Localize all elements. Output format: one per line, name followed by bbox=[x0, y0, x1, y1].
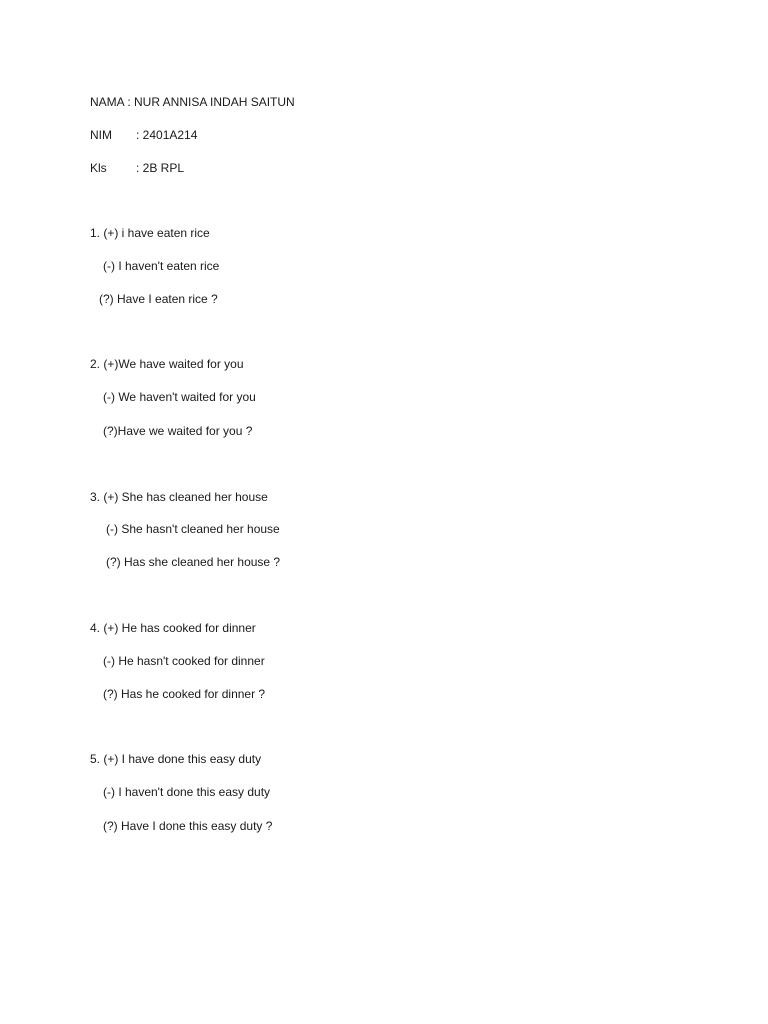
item-3-positive: 3. (+) She has cleaned her house bbox=[90, 490, 268, 504]
kls-value: : 2B RPL bbox=[136, 161, 185, 175]
item-2-positive: 2. (+)We have waited for you bbox=[90, 357, 244, 371]
item-1-question: (?) Have I eaten rice ? bbox=[99, 292, 218, 306]
item-4-positive: 4. (+) He has cooked for dinner bbox=[90, 621, 256, 635]
item-3-negative: (-) She hasn't cleaned her house bbox=[106, 522, 280, 536]
item-1-positive: 1. (+) i have eaten rice bbox=[90, 226, 210, 240]
item-2-question: (?)Have we waited for you ? bbox=[103, 424, 253, 438]
student-nim bbox=[90, 127, 197, 143]
item-5-negative: (-) I haven't done this easy duty bbox=[103, 785, 271, 799]
item-4-question: (?) Has he cooked for dinner ? bbox=[103, 687, 266, 701]
kls-label: Kls bbox=[90, 161, 107, 175]
item-2-negative: (-) We haven't waited for you bbox=[103, 390, 256, 404]
nim-label: NIM bbox=[90, 128, 112, 142]
item-1-negative: (-) I haven't eaten rice bbox=[103, 259, 220, 273]
nim-value: : 2401A214 bbox=[136, 128, 198, 142]
item-3-question: (?) Has she cleaned her house ? bbox=[106, 555, 281, 569]
student-name: NAMA : NUR ANNISA INDAH SAITUN bbox=[90, 95, 295, 109]
item-5-question: (?) Have I done this easy duty ? bbox=[103, 819, 273, 833]
item-5-positive: 5. (+) I have done this easy duty bbox=[90, 752, 262, 766]
item-4-negative: (-) He hasn't cooked for dinner bbox=[103, 654, 265, 668]
student-class bbox=[90, 160, 184, 176]
